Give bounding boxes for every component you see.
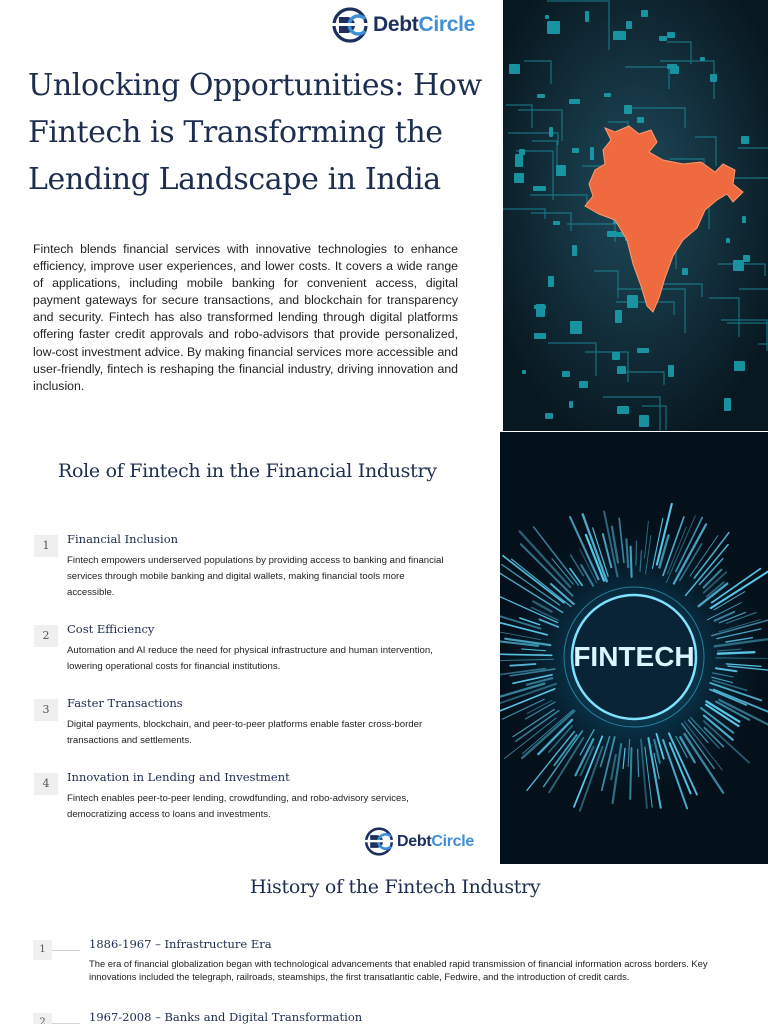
item-description: The era of financial globalization began with technological advancements that enabled rapid transmission of financial information across borders. Key innovations included the telegraph, railroads, steamships, the first transatlantic cable, Fedwire, and the introduction of credit cards. [89,958,708,982]
circuit-chip [590,147,594,160]
circuit-chip [615,310,622,323]
logo-wordmark: DebtCircle [373,13,476,36]
circuit-chip [668,365,674,377]
circuit-chip [549,127,553,137]
circuit-chip [548,276,554,287]
circuit-chip [724,398,731,411]
circuit-chip [624,105,632,114]
circuit-chip [545,413,553,419]
circuit-chip [545,15,549,19]
light-ray [636,541,637,565]
item-title: Faster Transactions [67,696,183,710]
india-circuit-image [503,0,768,431]
item-title: Financial Inclusion [67,532,179,546]
debtcircle-logo [330,7,475,43]
circuit-chip [733,260,744,271]
intro-paragraph: Fintech blends financial services with innovative technologies to enhance efficiency, improve user experiences, and lower costs. It covers a wide range of applications, including mobile banking for convenient access, digital payment gateways for secure transactions, and blockchain for transparency and security. Fintech has also transformed lending through digital platforms offering faster credit approvals and robo-advisors that provide personalized, low-cost investment advice. By making financial services more accessible and user-friendly, fintech is reshaping the financial industry, driving innovation and inclusion. [33,242,458,393]
circuit-chip [743,255,750,262]
circuit-chip [514,173,524,183]
circuit-chip [741,136,749,144]
circuit-chip [682,268,688,275]
light-ray [718,652,755,654]
item-description: Fintech enables peer-to-peer lending, crowdfunding, and robo-advisory services, democratizing access to loans and investments. [67,793,409,820]
item-title: 1886-1967 – Infrastructure Era [89,937,272,951]
item-number: 2 [34,625,58,647]
page-title: Unlocking Opportunities: How Fintech is Transforming the Lending Landscape in India [28,68,482,197]
circuit-chip [579,381,588,388]
item-number: 1 [33,940,52,960]
fintech-hero-image [500,432,768,864]
circuit-chip [667,32,675,38]
circuit-chip [617,406,629,414]
circuit-chip [547,21,560,34]
debtcircle-logo-icon [363,827,395,856]
circuit-chip [604,93,611,97]
circuit-chip [639,415,649,427]
circuit-chip [742,216,746,223]
circuit-chip [626,21,632,29]
circuit-chip [585,11,589,22]
light-ray [631,547,632,577]
item-number: 3 [34,699,58,721]
circuit-chip [537,94,545,98]
fintech-label: FINTECH [573,641,695,672]
circuit-chip [613,31,626,40]
circuit-chip [726,238,730,243]
item-title: Innovation in Lending and Investment [67,770,290,784]
item-number: 4 [34,773,58,795]
circuit-chip [572,245,577,256]
circuit-chip [612,352,620,360]
history-section-title: History of the Fintech Industry [250,876,541,898]
circuit-chip [533,186,546,191]
debtcircle-logo-icon [330,7,370,43]
circuit-chip [534,333,546,339]
circuit-chip [522,370,526,374]
circuit-chip [572,148,579,153]
timeline-connector [52,950,80,951]
circuit-chip [637,348,649,353]
circuit-chip [515,154,523,167]
circuit-chip [562,371,570,377]
light-ray [630,748,631,799]
item-title: Cost Efficiency [67,622,155,636]
light-ray [716,658,767,659]
circuit-chip [570,321,582,334]
logo-wordmark: DebtCircle [397,832,475,850]
item-number: 2 [33,1013,52,1024]
circuit-chip [569,99,580,104]
circuit-chip [569,401,573,408]
circuit-chip [641,10,648,17]
item-title: 1967-2008 – Banks and Digital Transformation [89,1010,363,1024]
item-description: Digital payments, blockchain, and peer-to-peer platforms enable faster cross-border transactions and settlements. [67,719,423,746]
circuit-chip [659,36,667,41]
circuit-chip [637,117,644,123]
circuit-chip [536,304,545,317]
item-description: Fintech empowers underserved populations by providing access to banking and financial services through mobile banking and digital wallets, making financial tools more accessible. [67,555,444,598]
item-description: Automation and AI reduce the need for physical infrastructure and human intervention, lowering operational costs for financial institutions. [67,645,433,672]
circuit-chip [734,361,745,371]
item-number: 1 [34,535,58,557]
role-section-title: Role of Fintech in the Financial Industry [58,460,437,482]
debtcircle-logo [363,827,474,856]
fintech-burst-illustration [500,432,768,864]
circuit-board-illustration [503,0,768,431]
circuit-chip [553,221,560,225]
circuit-chip [617,366,626,374]
circuit-chip [509,64,520,74]
